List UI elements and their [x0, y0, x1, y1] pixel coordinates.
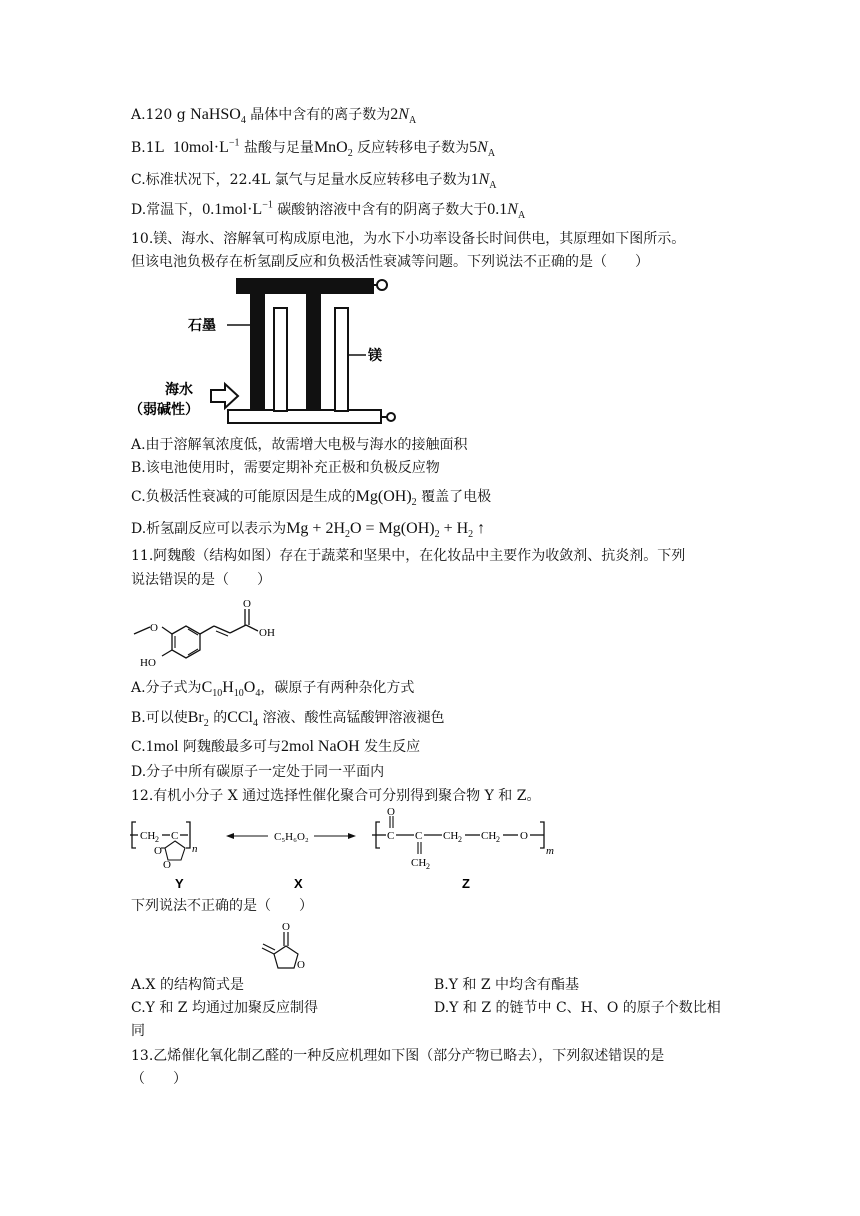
magnesium-terminal [387, 413, 395, 421]
q13-stem-line1: 13.乙烯催化氧化制乙醛的一种反应机理如下图（部分产物已略去），下列叙述错误的是 [131, 1048, 665, 1064]
svg-text:O: O [163, 859, 171, 871]
svg-text:CH: CH [481, 830, 497, 842]
q11-option-c: C.1mol 阿魏酸最多可与2mol NaOH 发生反应 [131, 738, 421, 755]
q12-option-b: B.Y 和 Z 中均含有酯基 [434, 977, 580, 993]
svg-text:CH: CH [443, 830, 459, 842]
label-y: Y [175, 876, 184, 891]
label-z: Z [462, 876, 470, 891]
graphite-label: 石墨 [188, 318, 216, 334]
ferulic-acid-structure [128, 596, 298, 671]
oh-label: OH [259, 627, 275, 639]
methoxy-o-label: O [150, 622, 158, 634]
magnesium-prong-right [335, 308, 348, 411]
q10-option-b: B.该电池使用时，需要定期补充正极和负极反应物 [131, 460, 440, 476]
q10-option-d: D.析氢副反应可以表示为$Mg + 2H_2O = Mg(OH)_2 + H_2$ ↑ [131, 520, 486, 541]
q12-question: 下列说法不正确的是（ ） [131, 898, 313, 914]
alkaline-label: （弱碱性） [129, 402, 199, 418]
q10-stem-line2: 但该电池负极存在析氢副反应和负极活性衰减等问题。下列说法不正确的是（ ） [131, 254, 649, 270]
q11-stem-line1: 11.阿魏酸（结构如图）存在于蔬菜和坚果中，在化妆品中主要作为收敛剂、抗炎剂。下列 [131, 548, 686, 564]
svg-text:C: C [387, 830, 395, 842]
q9-option-c: C.标准状况下，22.4L 氯气与足量水反应转移电子数为$1N_A$ [131, 171, 497, 192]
svg-text:O: O [297, 959, 305, 971]
magnesium-bottom-bar [228, 410, 381, 423]
q10-option-c: C.负极活性衰减的可能原因是生成的$Mg(OH)_2$ 覆盖了电极 [131, 488, 492, 509]
svg-text:CH: CH [140, 830, 156, 842]
q12-option-d-continued: 同 [131, 1023, 145, 1039]
svg-text:2: 2 [155, 835, 159, 844]
seawater-label: 海水 [165, 382, 193, 398]
q9-option-d: D.常温下，$0.1mol\cdot L^{-1}$ 碳酸钠溶液中含有的阴离子数大于$0.1N_A$ [131, 199, 526, 222]
z-subscript-m: m [546, 845, 554, 857]
svg-text:2: 2 [458, 835, 462, 844]
q12-option-d: D.Y 和 Z 的链节中 C、H、O 的原子个数比相 [434, 1000, 721, 1016]
x-formula: C₅H₆O₂ [274, 831, 309, 843]
q11-option-d: D.分子中所有碳原子一定处于同一平面内 [131, 764, 385, 780]
svg-text:2: 2 [426, 862, 430, 871]
magnesium-prong-left [274, 308, 287, 411]
ho-label: HO [140, 657, 156, 669]
q12-stem: 12.有机小分子 X 通过选择性催化聚合可分别得到聚合物 Y 和 Z。 [131, 788, 541, 804]
q10-stem-line1: 10.镁、海水、溶解氧可构成原电池，为水下小功率设备长时间供电，其原理如下图所示。 [131, 231, 686, 247]
battery-diagram [125, 272, 405, 432]
q12-option-c: C.Y 和 Z 均通过加聚反应制得 [131, 1000, 318, 1016]
svg-text:O: O [387, 806, 395, 818]
carbonyl-o-label: O [243, 598, 251, 610]
magnesium-label: 镁 [368, 348, 382, 364]
seawater-arrow [211, 384, 238, 408]
q9-option-b: B.1L $10mol\cdot L^{-1}$ 盐酸与足量MnO$_2$ 反应转移电子数为$5N_A$ [131, 137, 496, 160]
q10-option-a: A.由于溶解氧浓度低，故需增大电极与海水的接触面积 [131, 437, 468, 453]
svg-text:2: 2 [496, 835, 500, 844]
graphite-terminal [377, 280, 387, 290]
y-subscript-n: n [192, 843, 198, 855]
q13-stem-line2: （ ） [131, 1071, 187, 1087]
q12-option-a: A.X 的结构简式是 [131, 977, 244, 993]
svg-text:C: C [415, 830, 423, 842]
q11-option-a: A.分子式为$C_{10}H_{10}O_4$，碳原子有两种杂化方式 [131, 679, 415, 700]
label-x: X [294, 876, 303, 891]
svg-text:CH: CH [411, 857, 427, 869]
svg-text:O: O [282, 921, 290, 933]
svg-text:C: C [171, 830, 179, 842]
graphite-top-bar [236, 278, 374, 294]
q11-option-b: B.可以使$Br_2$ 的CCl$_4$ 溶液、酸性高锰酸钾溶液褪色 [131, 709, 445, 730]
q9-option-a: A.120 g NaHSO$_4$ 晶体中含有的离子数为$2N_A$ [131, 106, 417, 127]
graphite-prong-left [250, 294, 265, 420]
x-structure [250, 920, 320, 995]
q11-stem-line2: 说法错误的是（ ） [131, 572, 271, 588]
svg-text:O: O [520, 830, 528, 842]
graphite-prong-right [306, 294, 321, 420]
svg-text:O: O [154, 845, 162, 857]
polymer-scheme [128, 808, 568, 892]
